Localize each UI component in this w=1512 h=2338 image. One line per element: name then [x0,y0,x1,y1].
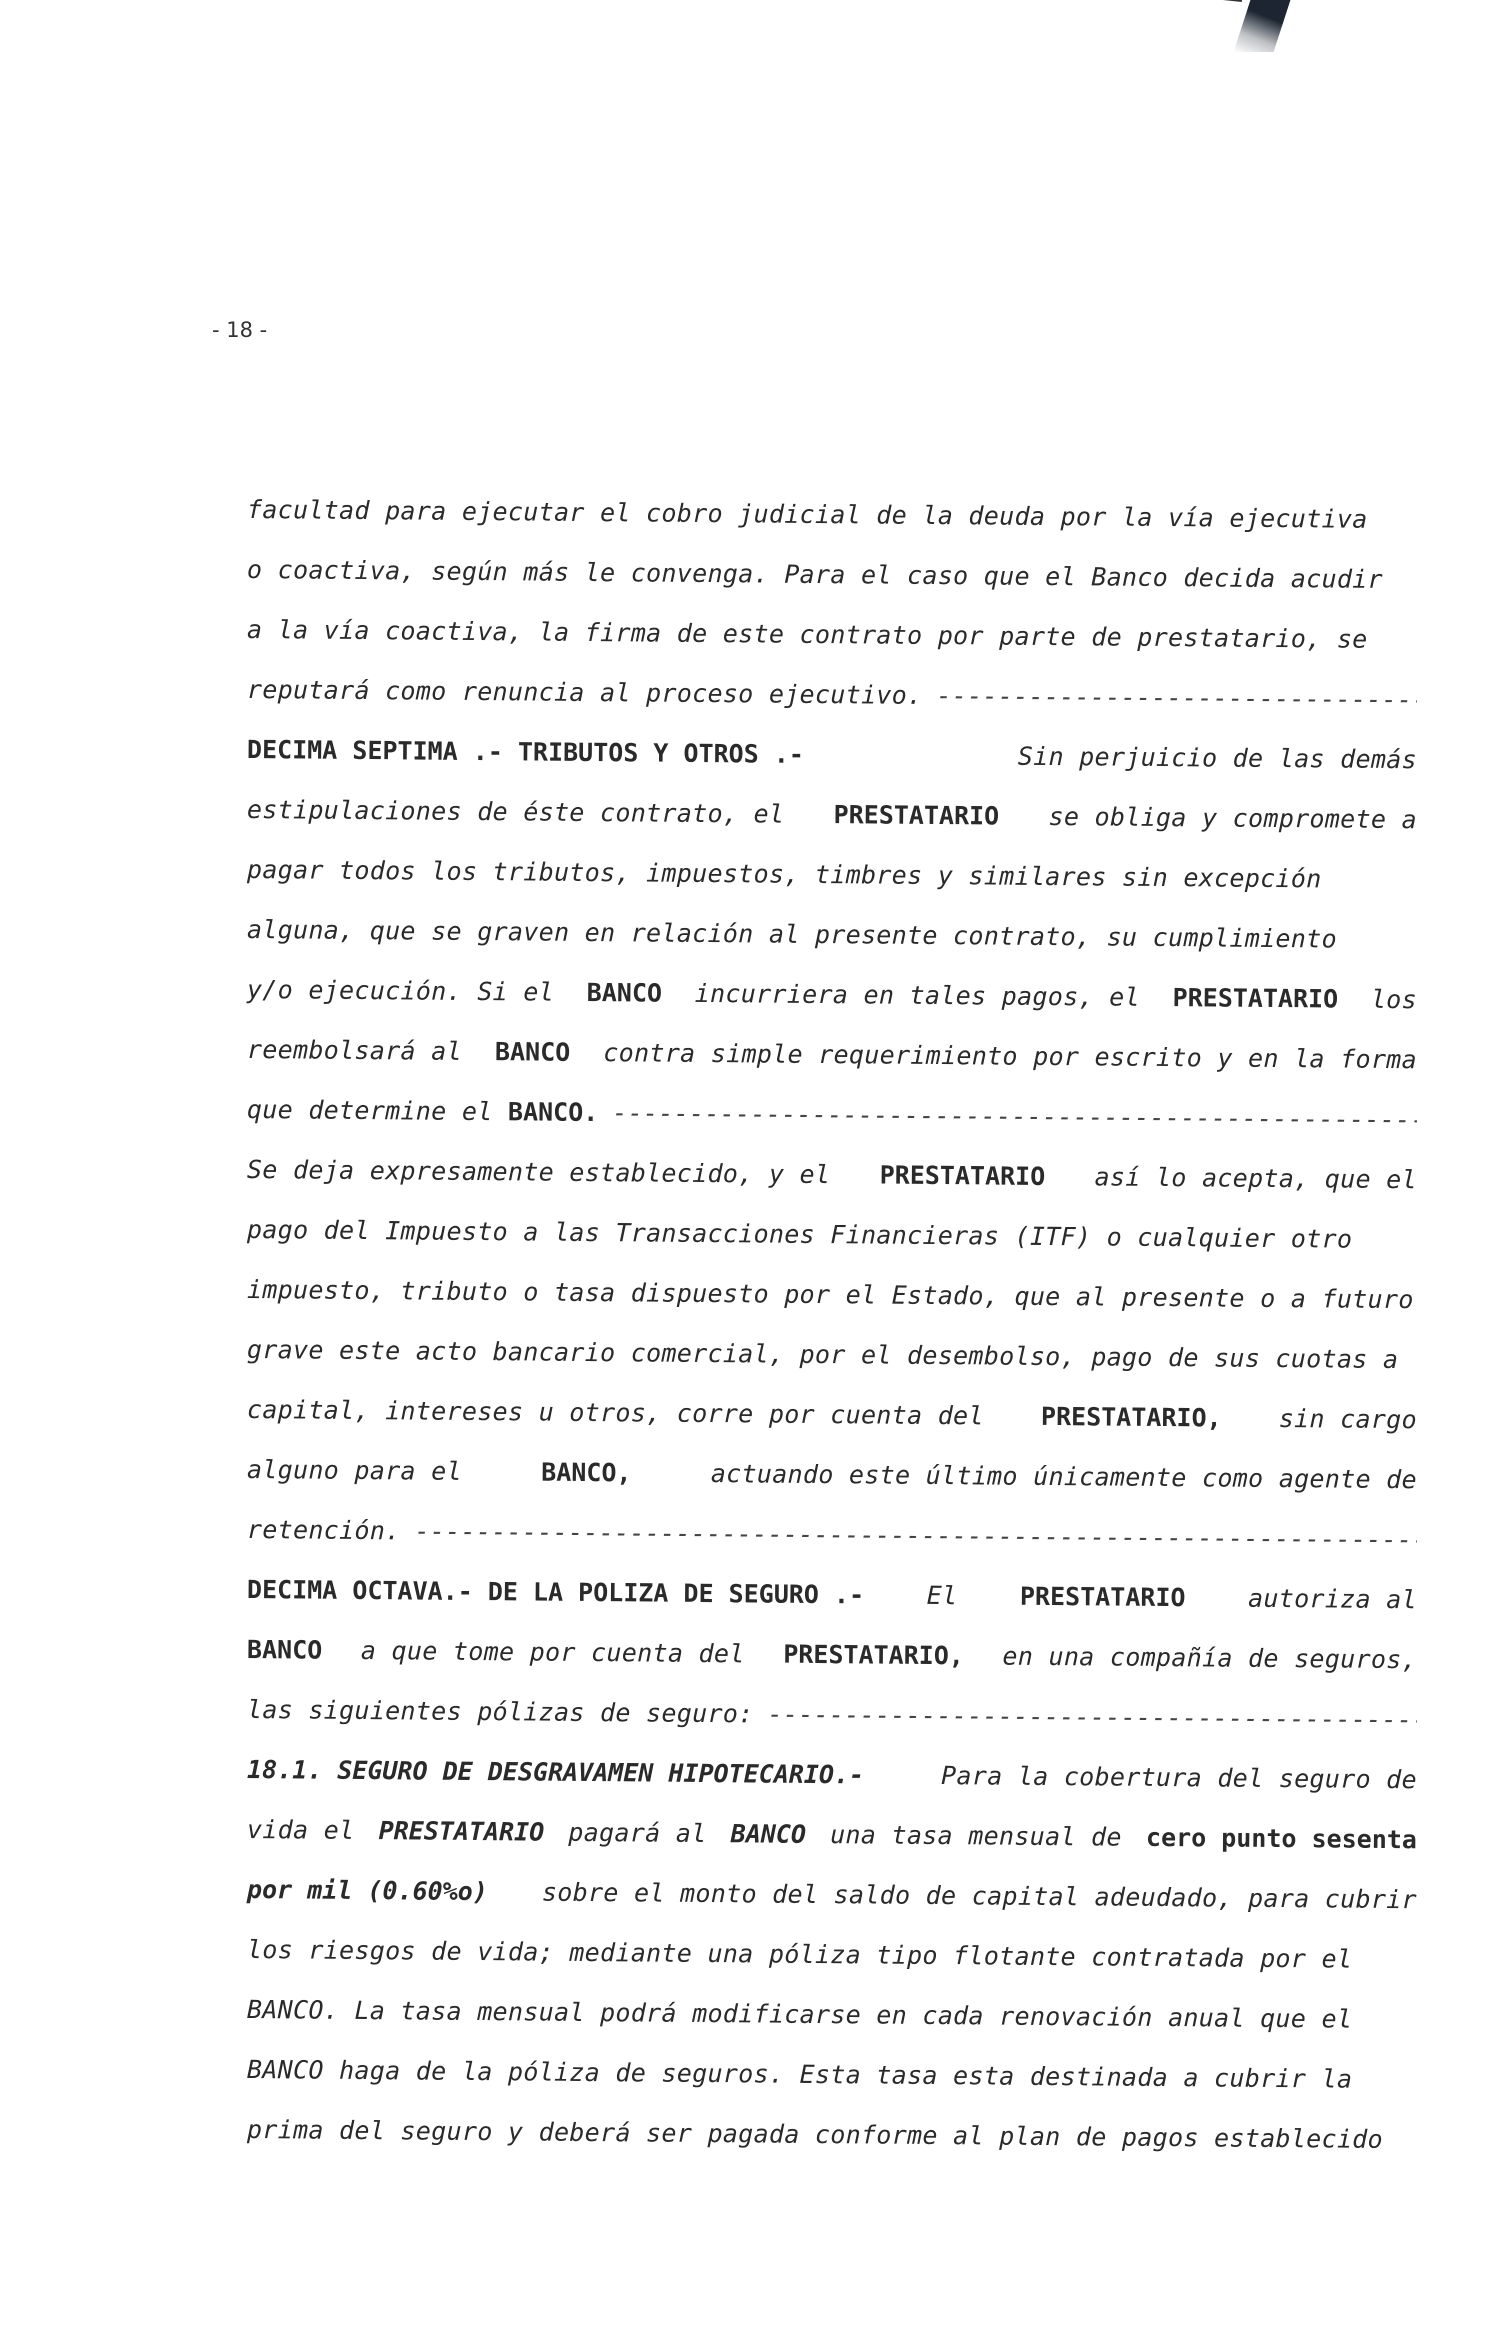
text-line [247,1080,1417,1150]
line-text: Para la cobertura del seguro de [940,1761,1418,1795]
line-text: capital, intereses u otros, corre por cuenta del [246,1395,984,1431]
fill-dashes [767,1685,1417,1751]
party-name: PRESTATARIO, [783,1639,965,1671]
party-name: PRESTATARIO [378,1816,545,1847]
line-text: pago del Impuesto a las Transacciones Financieras (ITF) o cualquier otro [246,1215,1353,1254]
line-text: una tasa mensual de [830,1820,1122,1852]
line-text: o coactiva, según más le convenga. Para el caso que el Banco decida acudir [246,555,1384,594]
text-line [247,1620,1417,1690]
clause-heading-line [247,1560,1417,1630]
line-text: incurriera en tales pagos, el [694,978,1141,1012]
line-text: prima del seguro y deberá ser pagada conforme al plan de pagos establecido [246,2115,1384,2154]
party-name: BANCO [586,977,663,1008]
line-text: BANCO. La tasa mensual podrá modificarse en cada renovación anual que el [246,1995,1353,2034]
text-line [247,2040,1417,2110]
text-line [247,600,1417,670]
line-text: facultad para ejecutar el cobro judicial de la deuda por la vía ejecutiva [246,495,1368,534]
text-line [247,1200,1417,1270]
line-text: reputará como renuncia al proceso ejecutivo. [246,675,923,710]
rate-text: por mil (0.60%o) [246,1875,488,1907]
party-name: PRESTATARIO [1019,1581,1186,1613]
party-name: PRESTATARIO [833,800,1000,831]
line-text: Sin perjuicio de las demás [1017,741,1418,775]
text-line [247,900,1417,970]
subclause-title: 18.1. SEGURO DE DESGRAVAMEN HIPOTECARIO.- [246,1755,865,1790]
line-text: en una compañía de seguros, [1002,1641,1418,1675]
line-text: y/o ejecución. Si el [246,975,555,1007]
rate-text: cero punto sesenta [1145,1822,1418,1855]
text-line [247,1500,1417,1570]
line-text: los riesgos de vida; mediante una póliza tipo flotante contratada por el [246,1935,1353,1974]
document-body [247,480,1417,2160]
text-line [247,1920,1417,1990]
clause-title: DECIMA OCTAVA.- DE LA POLIZA DE SEGURO .- [246,1575,865,1610]
line-text: los [1370,984,1418,1015]
text-line [247,2100,1417,2170]
party-name: BANCO [730,1819,807,1849]
line-text: Se deja expresamente establecido, y el [246,1155,831,1190]
line-text: que determine el [246,1095,493,1127]
clause-title: DECIMA SEPTIMA .- TRIBUTOS Y OTROS .- [246,735,805,769]
text-line [247,1680,1417,1750]
line-text: reembolsará al [246,1035,463,1066]
text-line [247,1140,1417,1210]
fill-dashes [936,666,1417,730]
party-name: PRESTATARIO [879,1160,1046,1191]
clause-heading-line [247,720,1417,790]
line-text: se obliga y compromete a [1048,801,1418,835]
line-text: actuando este último únicamente como agente de [710,1459,1418,1495]
line-text: BANCO haga de la póliza de seguros. Esta tasa esta destinada a cubrir la [246,2055,1353,2094]
text-line [247,1980,1417,2050]
line-text: pagará al [568,1817,707,1849]
line-text: pagar todos los tributos, impuestos, timbres y similares sin excepción [246,855,1322,894]
text-line [247,480,1417,550]
text-line [247,540,1417,610]
line-text: sobre el monto del saldo de capital adeudado, para cubrir [541,1877,1418,1915]
line-text: retención. [246,1515,401,1546]
text-line [247,1440,1417,1510]
scan-corner-mark [1234,0,1291,52]
text-line [247,1860,1417,1930]
party-name: BANCO, [541,1457,632,1488]
text-line [247,1380,1417,1450]
line-text: a la vía coactiva, la firma de este contrato por parte de prestatario, se [246,615,1368,654]
line-text: estipulaciones de éste contrato, el [246,795,785,829]
line-text: El [926,1580,958,1611]
line-text: impuesto, tributo o tasa dispuesto por el Estado, que al presente o a futuro [246,1275,1414,1315]
text-line [247,1800,1417,1870]
party-name: BANCO [246,1635,323,1665]
fill-dashes [414,1501,1417,1570]
party-name: BANCO. [507,1097,599,1128]
text-line [247,780,1417,850]
line-text: a que tome por cuenta del [360,1635,745,1669]
line-text: alguno para el [246,1455,463,1486]
party-name: PRESTATARIO, [1040,1401,1222,1433]
line-text: grave este acto bancario comercial, por el desembolso, pago de sus cuotas a [246,1335,1399,1375]
fill-dashes [612,1083,1417,1150]
line-text: contra simple requerimiento por escrito y en la forma [603,1038,1418,1075]
text-line [247,1020,1417,1090]
text-line [247,1260,1417,1330]
party-name: BANCO [494,1037,571,1067]
text-line [247,840,1417,910]
text-line [247,1320,1417,1390]
scan-corner-line [1122,0,1242,8]
text-line [247,960,1417,1030]
line-text: autoriza al [1247,1583,1418,1615]
line-text: alguna, que se graven en relación al presente contrato, su cumplimiento [246,915,1338,954]
text-line [247,660,1417,730]
page-number: - 18 - [212,318,268,342]
line-text: las siguientes pólizas de seguro: [246,1695,754,1729]
line-text: así lo acepta, que el [1094,1162,1418,1195]
clause-heading-line [247,1740,1417,1810]
party-name: PRESTATARIO [1172,983,1339,1014]
line-text: vida el [246,1815,355,1845]
line-text: sin cargo [1278,1404,1418,1435]
